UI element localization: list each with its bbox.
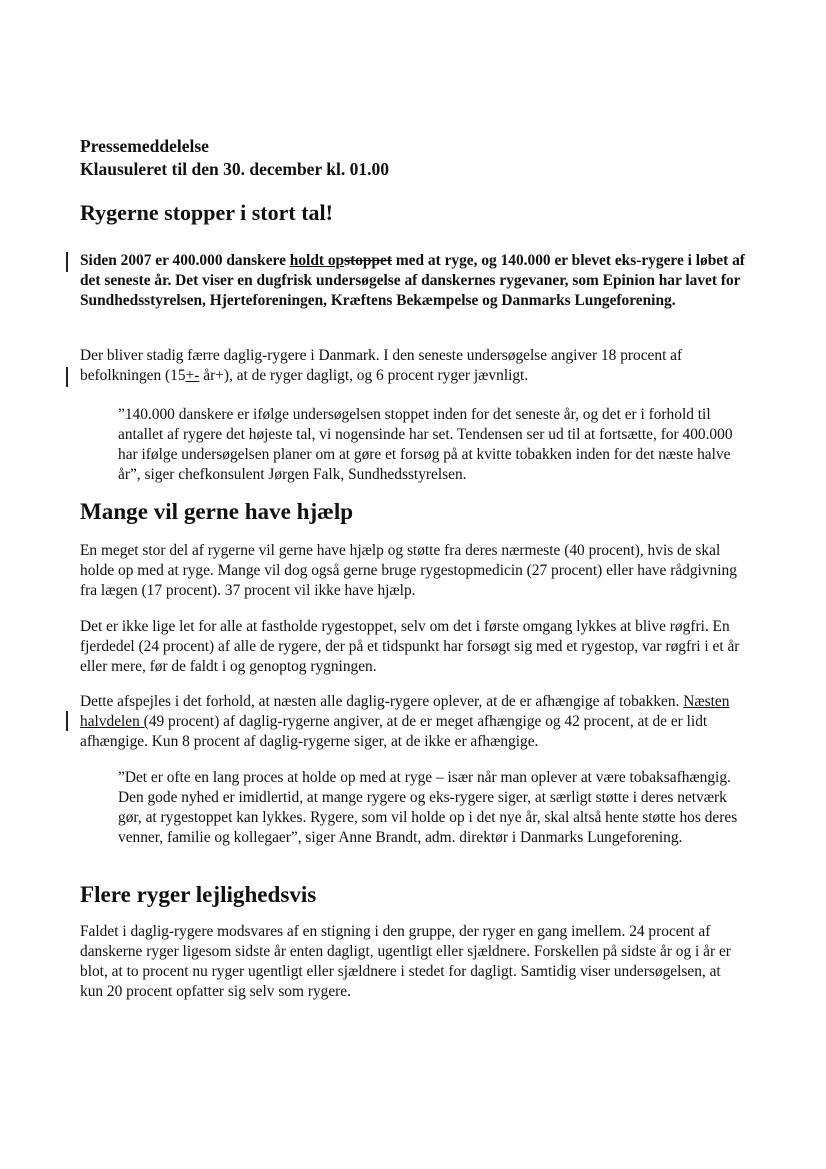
paragraph-daily-smokers bbox=[80, 346, 746, 386]
lead-text-start: Siden 2007 er 400.000 danskere bbox=[80, 252, 290, 269]
paragraph-text-end: 49 procent) af daglig-rygerne angiver, at de er meget afhængige og 42 procent, at de er lidt afhængige. Kun 8 procent af daglig-rygerne siger, at de ikke er afhængige. bbox=[80, 713, 708, 750]
lead-paragraph bbox=[80, 251, 746, 311]
press-header bbox=[80, 135, 389, 181]
paragraph-text-start: Der bliver stadig færre daglig-rygere i Danmark. I den seneste undersøgelse angiver 18 procent af befolkningen (15 bbox=[80, 347, 683, 384]
change-bar bbox=[66, 367, 68, 387]
paragraph-text-end: år+), at de ryger dagligt, og 6 procent ryger jævnligt. bbox=[199, 367, 529, 384]
page-title: Rygerne stopper i stort tal! bbox=[80, 200, 333, 225]
inserted-text: holdt op bbox=[289, 252, 345, 269]
quote-joergen-falk: ”140.000 danskere er ifølge undersøgelsen stoppet inden for det seneste år, og det er i forhold til antallet af rygere det højeste tal, vi nogensinde har set. Tendensen ser ud til at fortsætte, for 400.000 har ifølge undersøgelsen planer om at gøre et forsøg på at kvitte tobakken inden for det næste halve år”, siger chefkonsulent Jørgen Falk, Sundhedsstyrelsen. bbox=[118, 406, 733, 483]
change-bar bbox=[66, 252, 68, 272]
lead-text-end: med at ryge, og 140.000 er blevet eks-rygere i løbet af det seneste år. Det viser en dugfrisk undersøgelse af danskernes rygevaner, som Epinion har lavet for Sundhedsstyrelsen, Hjerteforeningen, Kræftens Bekæmpelse og Danmarks Lungeforening. bbox=[80, 252, 745, 309]
deleted-text: stoppet bbox=[344, 252, 393, 269]
paragraph-text-start: Dette afspejles i det forhold, at næsten alle daglig-rygere oplever, at de er afhængige af tobakken. bbox=[80, 693, 684, 710]
inserted-text: +- bbox=[185, 367, 200, 384]
paragraph-relapse: Det er ikke lige let for alle at fastholde rygestoppet, selv om det i første omgang lykkes at blive røgfri. En fjerdedel (24 procent) af alle de rygere, der på et tidspunkt har forsøgt sig med et rygestop, var røgfri i et år eller mere, før de faldt i og genoptog rygningen. bbox=[80, 618, 740, 675]
change-bar bbox=[66, 711, 68, 731]
paragraph-occasional: Faldet i daglig-rygere modsvares af en stigning i den gruppe, der ryger en gang imellem. 24 procent af danskerne ryger ligesom sidste år enten dagligt, ugentligt eller sjældnere. Forskellen på sidste år og i år er blot, at to procent nu ryger ugentligt eller sjældnere i stedet for dagligt. Samtidig viser undersøgelsen, at kun 20 procent opfatter sig selv som rygere. bbox=[80, 923, 731, 1000]
subheading-occasional: Flere ryger lejlighedsvis bbox=[80, 881, 317, 907]
paragraph-dependence bbox=[80, 692, 746, 752]
inserted-text: Næsten halvdelen ( bbox=[80, 693, 730, 730]
quote-anne-brandt: ”Det er ofte en lang proces at holde op med at ryge – især når man oplever at være tobaksafhængig. Den gode nyhed er imidlertid, at mange rygere og eks-rygere siger, at særligt støtte i deres netværk gør, at rygestoppet kan lykkes. Rygere, som vil holde op i det nye år, skal altså hente støtte hos deres venner, familie og kollegaer”, siger Anne Brandt, adm. direktør i Danmarks Lungeforening. bbox=[118, 769, 738, 846]
press-label: Pressemeddelelse bbox=[80, 136, 209, 156]
embargo-line: Klausuleret til den 30. december kl. 01.00 bbox=[80, 159, 389, 179]
paragraph-help: En meget stor del af rygerne vil gerne have hjælp og støtte fra deres nærmeste (40 procent), hvis de skal holde op med at ryge. Mange vil dog også gerne bruge rygestopmedicin (27 procent) eller have rådgivning fra lægen (17 procent). 37 procent vil ikke have hjælp. bbox=[80, 542, 737, 599]
subheading-help: Mange vil gerne have hjælp bbox=[80, 498, 354, 524]
